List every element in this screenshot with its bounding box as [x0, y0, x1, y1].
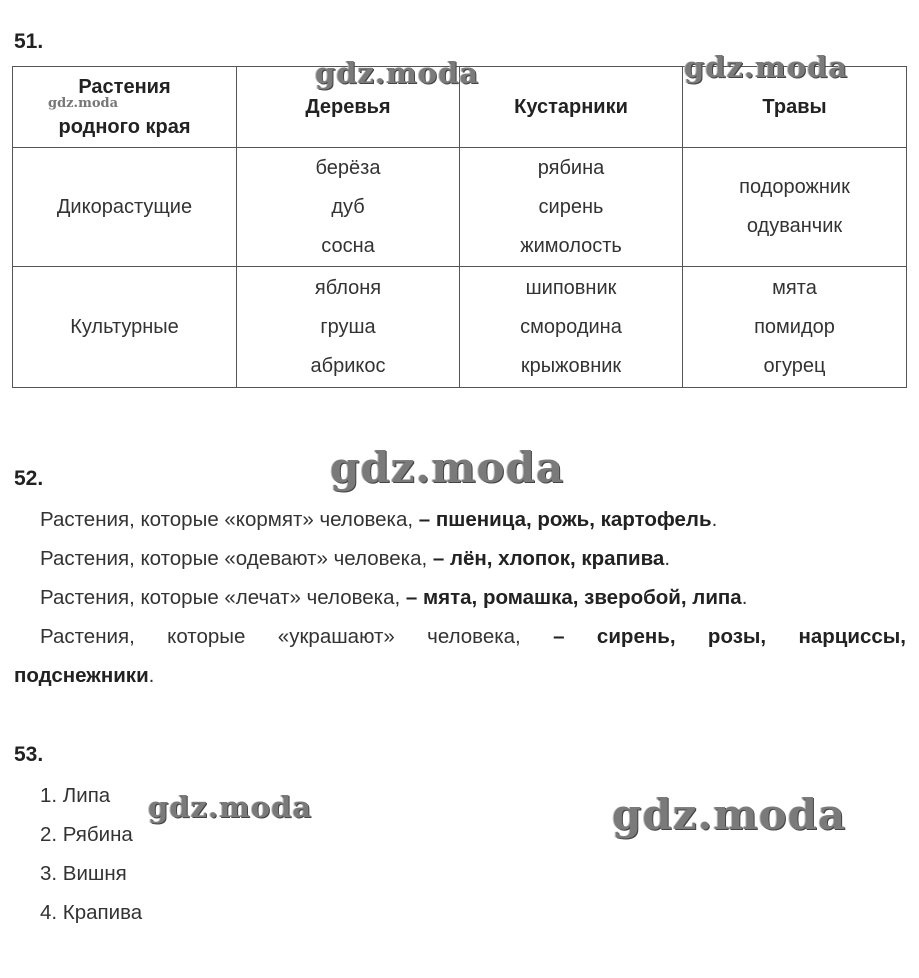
bold-text: – сирень, розы, нарциссы,	[553, 625, 906, 648]
row-label-wild: Дикорастущие	[13, 148, 237, 267]
list-item: 1. Липа	[40, 784, 111, 807]
cell-item: мята	[772, 276, 817, 299]
plain-text: Растения, которые «одевают» человека,	[40, 547, 433, 570]
list-item: 4. Крапива	[40, 901, 143, 924]
task-51-number: 51.	[14, 30, 44, 53]
list-item: 2. Рябина	[40, 823, 133, 846]
row-label-cultivated: Культурные	[13, 267, 237, 388]
punctuation: .	[711, 508, 718, 531]
header-corner-line1: Растения	[78, 76, 171, 98]
header-herbs: Травы	[683, 67, 907, 148]
punctuation: .	[741, 586, 748, 609]
plain-text: Растения, которые «кормят» человека,	[40, 508, 419, 531]
list-item: 3. Вишня	[40, 862, 127, 885]
cell-wild-herbs	[683, 148, 907, 267]
paragraph-line	[40, 625, 906, 649]
task-52-number: 52.	[14, 467, 44, 490]
paragraph-line	[40, 508, 717, 532]
bold-text: подснежники	[14, 664, 149, 687]
cell-item: огурец	[763, 354, 826, 377]
table-row	[13, 267, 907, 388]
cell-cult-trees	[237, 267, 460, 388]
table-row	[13, 148, 907, 267]
watermark: gdz.moda	[315, 56, 480, 90]
cell-item: груша	[320, 315, 376, 338]
plants-table	[12, 66, 907, 388]
header-corner-line2: родного края	[58, 116, 191, 138]
cell-item: дуб	[331, 195, 365, 218]
paragraph-line	[40, 586, 747, 610]
cell-item: помидор	[754, 315, 835, 338]
cell-item: крыжовник	[520, 354, 622, 377]
watermark: gdz.moda	[612, 790, 847, 839]
cell-item: яблоня	[314, 276, 382, 299]
header-shrubs: Кустарники	[460, 67, 683, 148]
task-53-number: 53.	[14, 743, 44, 766]
cell-item: смородина	[520, 315, 622, 338]
cell-item: сирень	[538, 195, 604, 218]
header-trees: Деревья	[237, 67, 460, 148]
cell-wild-shrubs	[460, 148, 683, 267]
cell-item: подорожник	[739, 176, 850, 198]
cell-item: шиповник	[525, 276, 617, 299]
watermark: gdz.moda	[148, 790, 313, 824]
cell-item: сосна	[321, 234, 375, 257]
cell-item: жимолость	[520, 234, 622, 257]
header-corner	[13, 67, 237, 148]
plain-text: Растения, которые «лечат» человека,	[40, 586, 406, 609]
paragraph-line	[14, 664, 154, 688]
cell-item: берёза	[315, 156, 381, 179]
cell-wild-trees	[237, 148, 460, 267]
bold-text: – мята, ромашка, зверобой, липа	[405, 586, 742, 609]
cell-cult-shrubs	[460, 267, 683, 388]
cell-item: одуванчик	[746, 215, 843, 237]
cell-item: рябина	[537, 156, 605, 179]
cell-item: абрикос	[310, 354, 386, 377]
watermark: gdz.moda	[330, 443, 565, 492]
bold-text: – пшеница, рожь, картофель	[418, 508, 712, 531]
watermark: gdz.moda	[684, 50, 849, 84]
cell-cult-herbs	[683, 267, 907, 388]
punctuation: .	[664, 547, 671, 570]
watermark: gdz.moda	[48, 96, 119, 111]
paragraph-line	[40, 547, 670, 571]
plain-text: Растения, которые «украшают» человека,	[40, 625, 554, 648]
punctuation: .	[148, 664, 155, 687]
bold-text: – лён, хлопок, крапива	[432, 547, 665, 570]
